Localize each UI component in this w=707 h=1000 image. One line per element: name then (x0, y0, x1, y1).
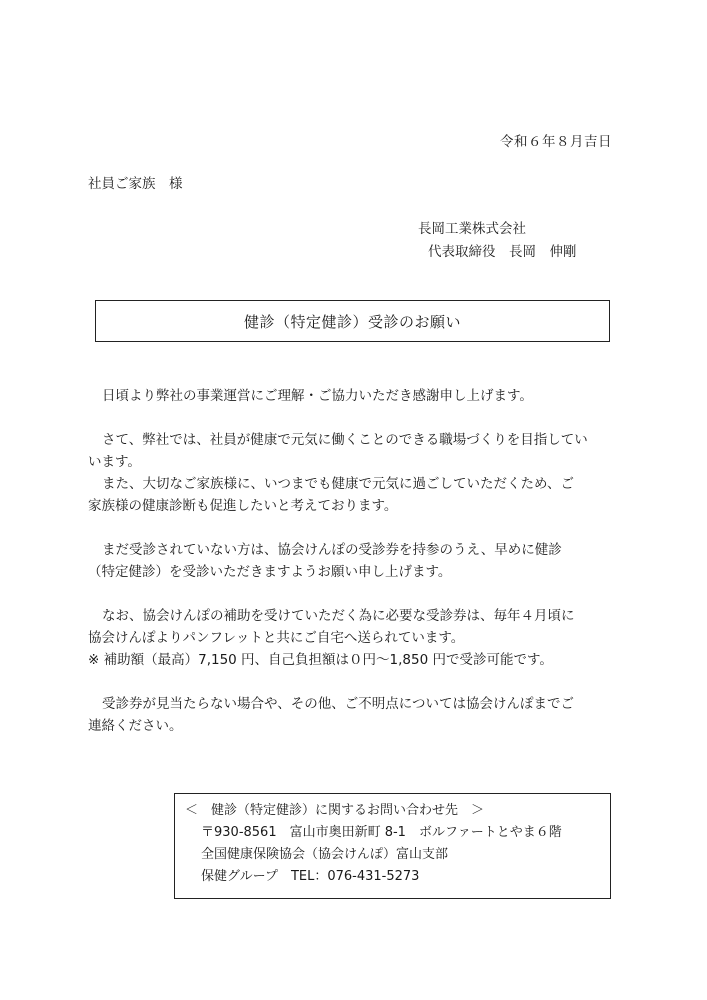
paragraph-line: 家族様の健康診断も促進したいと考えております。 (88, 498, 398, 514)
sender-company: 長岡工業株式会社 (418, 221, 526, 237)
letter-date: 令和６年８月吉日 (500, 134, 612, 150)
paragraph-line: 連絡ください。 (88, 718, 183, 734)
page-title: 健診（特定健診）受診のお願い (243, 312, 461, 331)
sender-representative: 代表取締役 長岡 伸剛 (428, 244, 577, 260)
paragraph-greeting: 日頃より弊社の事業運営にご理解・ご協力いただき感謝申し上げます。 (102, 388, 533, 404)
title-box (95, 300, 610, 342)
contact-box (174, 793, 611, 899)
letter-body (88, 385, 618, 737)
sender-block (418, 218, 577, 264)
paragraph-line: さて、弊社では、社員が健康で元気に働くことのできる職場づくりを目指してい (102, 432, 588, 448)
paragraph-line: なお、協会けんぽの補助を受けていただく為に必要な受診券は、毎年４月頃に (102, 608, 575, 624)
contact-phone: 保健グループ TEL：076-431-5273 (201, 869, 420, 884)
paragraph-line: （特定健診）を受診いただきますようお願い申し上げます。 (88, 564, 452, 580)
subsidy-note: ※ 補助額（最高）7,150 円、自己負担額は０円～1,850 円で受診可能です。 (88, 652, 553, 668)
paragraph-line: まだ受診されていない方は、協会けんぽの受診券を持参のうえ、早めに健診 (102, 542, 562, 558)
paragraph-line: 受診券が見当たらない場合や、その他、ご不明点については協会けんぽまでご (102, 696, 574, 712)
contact-address: 〒930-8561 富山市奥田新町 8-1 ボルファートとやま６階 (201, 825, 562, 840)
paragraph-line: 協会けんぽよりパンフレットと共にご自宅へ送られています。 (88, 630, 465, 646)
recipient: 社員ご家族 様 (88, 176, 183, 192)
contact-organization: 全国健康保険協会（協会けんぽ）富山支部 (201, 847, 449, 862)
contact-heading: ＜ 健診（特定健診）に関するお問い合わせ先 ＞ (185, 803, 485, 818)
paragraph-line: また、大切なご家族様に、いつまでも健康で元気に過ごしていただくため、ご (102, 476, 574, 492)
paragraph-line: います。 (88, 454, 141, 470)
